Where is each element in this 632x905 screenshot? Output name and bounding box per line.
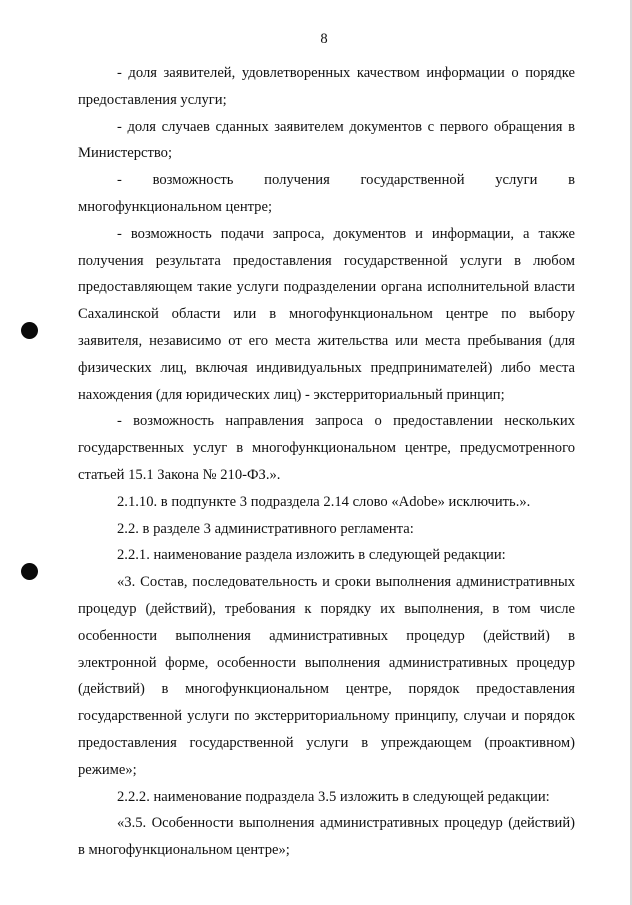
paragraph-section-3-title: «3. Состав, последовательность и сроки выполнения административных процедур (действий), требования к порядку их выполнения, в том числе особенности выполнения административных процедур (действий) в электронной форме, особенности выполнения административных процедур (действий) в многофункциональном центре, порядок предоставления государственной услуги по экстерриториальному принципу, случаи и порядок предоставления государственной услуги в упреждающем (проактивном) режиме»; (78, 574, 575, 778)
document-body (78, 60, 575, 864)
paragraph-2-2-2: 2.2.2. наименование подраздела 3.5 изложить в следующей редакции: (117, 788, 550, 805)
paragraph-2-2: 2.2. в разделе 3 административного регламента: (117, 520, 414, 537)
punch-hole-bottom (21, 563, 38, 580)
page-number: 8 (320, 31, 328, 47)
paragraph-2-2-1: 2.2.1. наименование раздела изложить в следующей редакции: (117, 547, 506, 564)
paragraph-first-submission-share: - доля случаев сданных заявителем документов с первого обращения в Министерство; (78, 118, 575, 162)
punch-hole-top (21, 322, 38, 339)
paragraph-2-1-10: 2.1.10. в подпункте 3 подраздела 2.14 слово «Adobe» исключить.». (117, 493, 531, 510)
paragraph-extraterritorial-principle: - возможность подачи запроса, документов и информации, а также получения результата предоставления государственной услуги в любом предоставляющем такие услуги подразделении органа исполнительной власти Сахалинской области или в многофункциональном центре по выбору заявителя, независимо от его места жительства или места пребывания (для физических лиц, включая индивидуальных предпринимателей) либо места нахождения (для юридических лиц) - экстерриториальный принцип; (78, 225, 575, 403)
paragraph-applicants-share: - доля заявителей, удовлетворенных качеством информации о порядке предоставления услуги; (78, 65, 575, 108)
paragraph-mfc-possibility: - возможность получения государственной услуги в многофункциональном центре; (78, 172, 575, 215)
paragraph-subsection-3-5-title: «3.5. Особенности выполнения административных процедур (действий) в многофункциональном центре»; (78, 815, 575, 859)
paragraph-multiple-services-request: - возможность направления запроса о предоставлении нескольких государственных услуг в многофункциональном центре, предусмотренного статьей 15.1 Закона № 210-ФЗ.». (78, 413, 575, 483)
